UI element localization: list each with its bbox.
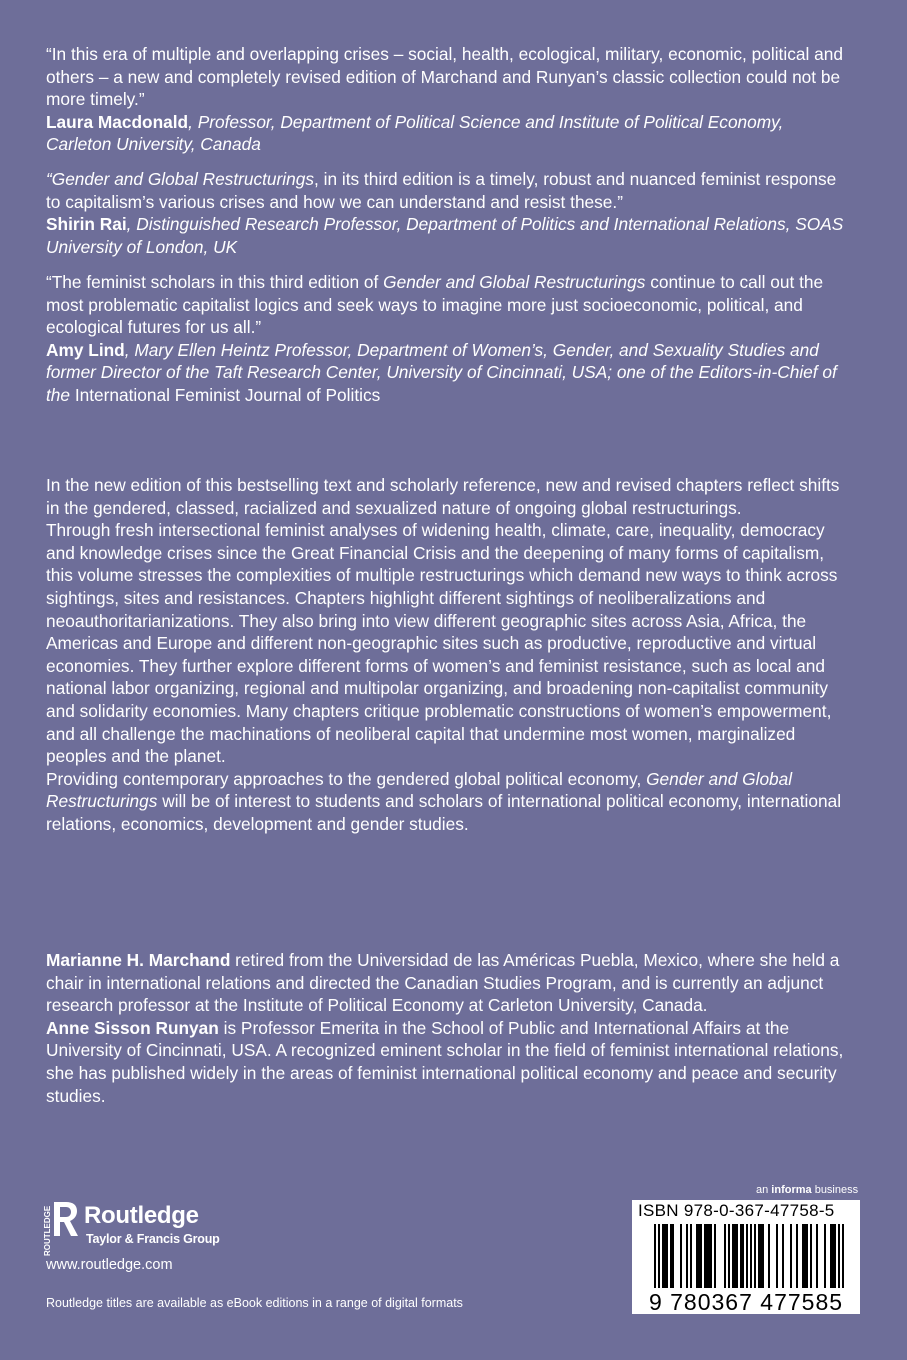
quote-text: “The feminist scholars in this third edition of [46,272,384,292]
barcode-bar [696,1224,698,1288]
barcode-bar [776,1224,778,1288]
journal-name: International Feminist Journal of Politics [74,384,381,405]
barcode-bar [700,1224,702,1288]
barcode-bar [768,1224,770,1288]
barcode-bar [686,1224,688,1288]
barcode-bar [736,1224,738,1288]
paragraph-text: Providing contemporary approaches to the gendered global political economy, [46,768,647,789]
barcode-bar [816,1224,818,1288]
barcode-bar [824,1224,826,1288]
quote-text: , in its third edition is a timely, robust and nuanced feminist response to capitalism’s various crises and how we can understand and resist these.” [46,169,837,212]
author-name: Anne Sisson Runyan [46,1017,219,1038]
book-title: Gender and Global Restructurings [46,768,793,812]
barcode-bar [762,1224,764,1288]
barcode-bar [654,1224,656,1296]
description-paragraph-3 [46,768,846,836]
barcode-bar [838,1224,840,1296]
endorsement-attribution [46,111,846,156]
barcode-bar [666,1224,668,1288]
barcode-bar [698,1224,700,1288]
barcode-bar [804,1224,806,1288]
barcode-bars [654,1224,844,1296]
barcode-bar [760,1224,762,1288]
barcode-digits: 9 780367 477585 [648,1289,844,1314]
barcode-bar [690,1224,692,1288]
informa-suffix: business [811,1184,859,1196]
endorsement-1 [46,43,846,156]
barcode-bar [742,1224,744,1288]
barcode-bar [842,1224,844,1296]
endorser-name: Shirin Rai [46,214,127,235]
paragraph-text: will be of interest to students and scholars of international political economy, international relations, economics, development and gender studies. [46,791,842,834]
barcode-bar [746,1224,748,1296]
book-title: Gender and Global Restructurings [383,272,646,292]
barcode-bar [832,1224,834,1288]
logo-vertical-text: ROUTLEDGE [43,1205,52,1256]
barcode-bar [680,1224,682,1288]
author-bios [46,949,846,1107]
informa-brand: informa [771,1184,812,1196]
barcode-bar [830,1224,832,1288]
endorsement-attribution [46,339,846,407]
endorser-role: , Professor, Department of Political Science and Institute of Political Economy, Carleton University, Canada [46,111,784,155]
endorsement-attribution [46,213,846,258]
barcode-bar [664,1224,666,1288]
barcode-bar [710,1224,712,1288]
barcode-bar [834,1224,836,1288]
barcode-bar [734,1224,736,1288]
routledge-logo-icon [40,1200,78,1256]
book-description [46,474,846,836]
publisher-website[interactable]: www.routledge.com [46,1257,173,1273]
author-bio-2 [46,1017,846,1107]
barcode-bar [662,1224,664,1288]
barcode-bar [754,1224,756,1288]
publisher-logo [40,1200,300,1260]
informa-prefix: an [756,1184,772,1196]
barcode-bar [806,1224,808,1288]
description-paragraph-1: In the new edition of this bestselling text and scholarly reference, new and revised chapters reflect shifts in the gendered, classed, racialized and sexualized nature of ongoing global restructurings. [46,475,840,518]
description-paragraph-2: Through fresh intersectional feminist analyses of widening health, climate, care, inequality, democracy and knowledge crises since the Great Financial Crisis and the deepening of many forms of capitalism, this volume stresses the complexities of multiple restructurings which demand new ways to think across sightings, sites and resistances. Chapters highlight different sightings of neoliberalizations and neoauthoritarianizations. They also bring into view different geographic sites across Asia, Africa, the Americas and Europe and different non-geographic sites such as productive, reproductive and virtual economies. They further explore different forms of women’s and feminist resistance, such as local and national labor organizing, regional and multipolar organizing, and broadening non-capitalist community and solidarity economies. Many chapters critique problematic constructions of women’s empowerment, and all challenge the machinations of neoliberal capital that undermine most women, marginalized peoples and the planet. [46,520,838,767]
barcode-bar [802,1224,804,1288]
barcode-graphic [636,1224,856,1314]
barcode-bar [704,1224,706,1288]
barcode-bar [724,1224,726,1288]
barcode-bar [714,1224,716,1288]
barcode-bar [810,1224,812,1288]
barcode-bar [750,1224,752,1296]
endorser-name: Amy Lind [46,339,125,360]
book-title: “Gender and Global Restructurings [46,169,314,189]
endorser-role: , Distinguished Research Professor, Department of Politics and International Relations, SOAS University of London, UK [46,214,844,257]
endorsement-quote: “In this era of multiple and overlapping crises – social, health, ecological, military, economic, political and others – a new and completely revised edition of Marchand and Runyan’s classic collection could not be more timely.” [46,44,843,110]
isbn-label: ISBN 978-0-367-47758-5 [638,1201,835,1220]
barcode-bar [758,1224,760,1288]
barcode-bar [706,1224,708,1288]
barcode-bar [732,1224,734,1288]
author-bio-1 [46,949,846,1017]
barcode-bar [740,1224,742,1288]
author-name: Marianne H. Marchand [46,950,231,970]
barcode-bar [728,1224,730,1288]
publisher-group: Taylor & Francis Group [86,1232,220,1246]
author-bio-text: retired from the Universidad de las Américas Puebla, Mexico, where she held a chair in international relations and directed the Canadian Studies Program, and is currently an adjunct research professor at the Institute of Political Economy at Carleton University, Canada. [46,950,840,1016]
quote-text: continue to call out the most problematic capitalist logics and seek ways to imagine more just socioeconomic, political, and ecological futures for us all.” [46,272,824,338]
endorser-role: , Mary Ellen Heintz Professor, Department of Women’s, Gender, and Sexuality Studies and former Director of the Taft Research Center, University of Cincinnati, USA; one of the Editors-in-Chief of the [46,339,837,405]
endorsement-quote [46,168,846,213]
barcode-bar [796,1224,798,1288]
endorsement-2 [46,168,846,258]
endorsement-quote [46,271,846,339]
barcode-bar [672,1224,674,1288]
ebook-note: Routledge titles are available as eBook editions in a range of digital formats [46,1296,463,1310]
publisher-name: Routledge [84,1202,199,1229]
barcode-bar [658,1224,660,1296]
barcode-bar [708,1224,710,1288]
endorsement-3 [46,271,846,407]
isbn-barcode [632,1200,860,1314]
informa-tagline [756,1184,858,1196]
endorser-name: Laura Macdonald [46,111,189,132]
barcode-bar [782,1224,784,1288]
barcode-bar [670,1224,672,1288]
author-bio-text: is Professor Emerita in the School of Public and International Affairs at the University of Cincinnati, USA. A recognized eminent scholar in the field of feminist international relations, she has published widely in the areas of feminist international political economy and peace and security studies. [46,1017,844,1106]
barcode-bar [790,1224,792,1288]
